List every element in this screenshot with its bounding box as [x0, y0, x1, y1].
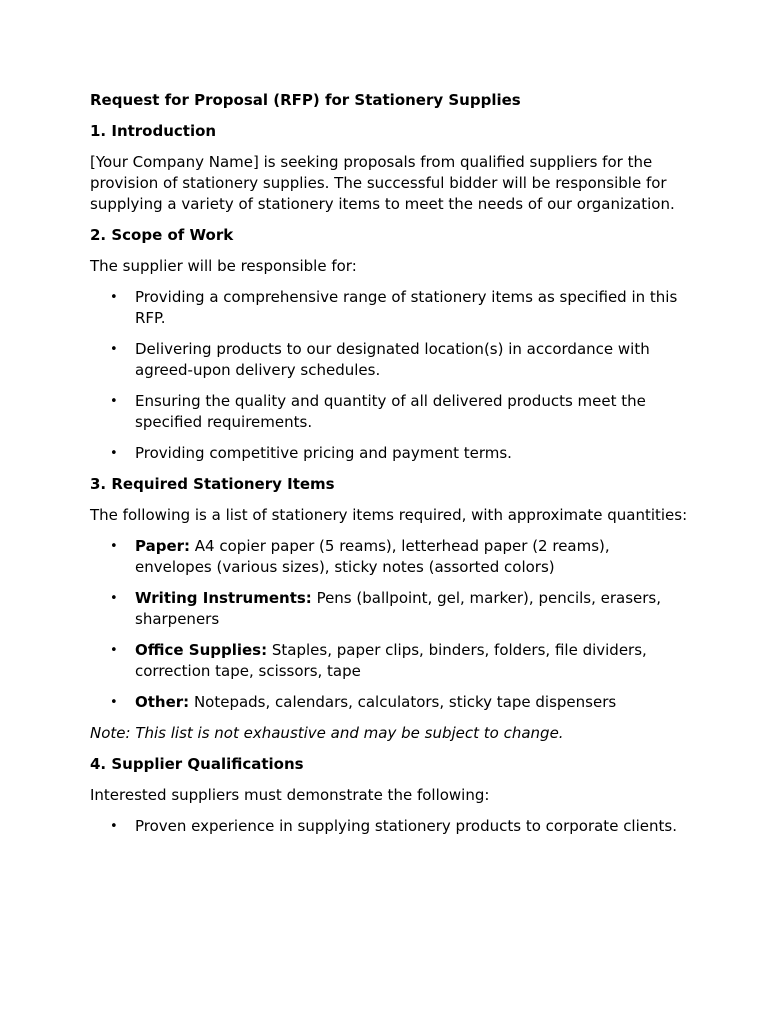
list-item [90, 588, 690, 630]
qualifications-bullet-list [90, 816, 690, 837]
list-item [90, 287, 690, 329]
list-note: Note: This list is not exhaustive and may be subject to change. [90, 724, 564, 742]
item-category-label: Office Supplies: [135, 641, 268, 659]
list-item [90, 339, 690, 381]
bullet-icon: • [110, 819, 118, 834]
list-item [90, 443, 690, 464]
item-category-text: A4 copier paper (5 reams), letterhead paper (2 reams), envelopes (various sizes), sticky notes (assorted colors) [135, 537, 610, 576]
item-category-text: Staples, paper clips, binders, folders, file dividers, correction tape, scissors, tape [135, 641, 647, 680]
item-category-label: Writing Instruments: [135, 589, 312, 607]
bullet-icon: • [110, 342, 118, 357]
item-category-label: Paper: [135, 537, 191, 555]
list-item-text: Providing a comprehensive range of stationery items as specified in this RFP. [135, 288, 678, 327]
list-item-text: Ensuring the quality and quantity of all delivered products meet the specified requirements. [135, 392, 646, 431]
introduction-paragraph: [Your Company Name] is seeking proposals from qualified suppliers for the provision of stationery supplies. The successful bidder will be responsible for supplying a variety of stationery items to meet the needs of our organization. [90, 153, 675, 213]
bullet-icon: • [110, 591, 118, 606]
list-item [90, 692, 690, 713]
section-heading-required-items: 3. Required Stationery Items [90, 475, 335, 493]
qualifications-lead-paragraph: Interested suppliers must demonstrate the following: [90, 786, 490, 804]
bullet-icon: • [110, 695, 118, 710]
list-item-text: Proven experience in supplying stationery products to corporate clients. [135, 817, 677, 835]
section-heading-scope-of-work: 2. Scope of Work [90, 226, 234, 244]
list-item [90, 816, 690, 837]
bullet-icon: • [110, 394, 118, 409]
list-item-text: Providing competitive pricing and payment terms. [135, 444, 512, 462]
document-body [90, 90, 690, 847]
bullet-icon: • [110, 446, 118, 461]
bullet-icon: • [110, 643, 118, 658]
scope-bullet-list [90, 287, 690, 464]
list-item [90, 391, 690, 433]
section-heading-introduction: 1. Introduction [90, 122, 217, 140]
list-item [90, 536, 690, 578]
item-category-label: Other: [135, 693, 190, 711]
bullet-icon: • [110, 539, 118, 554]
scope-lead-paragraph: The supplier will be responsible for: [90, 257, 357, 275]
list-item-text: Delivering products to our designated location(s) in accordance with agreed-upon delivery schedules. [135, 340, 650, 379]
required-items-lead-paragraph: The following is a list of stationery items required, with approximate quantities: [90, 506, 688, 524]
document-title: Request for Proposal (RFP) for Stationery Supplies [90, 91, 521, 109]
item-category-text: Notepads, calendars, calculators, sticky tape dispensers [189, 693, 617, 711]
item-category-text: Pens (ballpoint, gel, marker), pencils, erasers, sharpeners [135, 589, 662, 628]
section-heading-supplier-qualifications: 4. Supplier Qualifications [90, 755, 304, 773]
list-item [90, 640, 690, 682]
bullet-icon: • [110, 290, 118, 305]
required-items-bullet-list [90, 536, 690, 713]
